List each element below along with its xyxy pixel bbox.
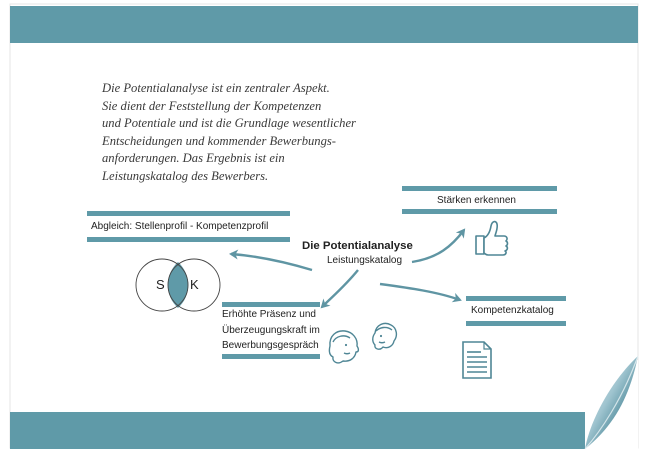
abgleich-line-top: [87, 211, 290, 216]
intro-line: anforderungen. Das Ergebnis ist ein: [102, 151, 285, 166]
center-subtitle: Leistungskatalog: [327, 255, 403, 266]
intro-line: Sie dient der Feststellung der Kompetenzen: [102, 98, 322, 113]
document-icon: [463, 342, 491, 378]
intro-line: Die Potentialanalyse ist ein zentraler Aspekt.: [102, 81, 330, 95]
staerken-line-bottom: [402, 209, 557, 214]
intro-text: [102, 80, 392, 186]
katalog-label: Kompetenzkatalog: [471, 305, 554, 316]
center-title: Die Potentialanalyse: [302, 240, 413, 252]
staerken-label: Stärken erkennen: [437, 195, 516, 206]
intro-line: Leistungskatalog des Bewerbers.: [102, 168, 269, 183]
abgleich-line-bottom: [87, 237, 290, 242]
praesenz-line: Überzeugungskraft im: [222, 324, 320, 336]
venn-letter-s: S: [156, 277, 165, 292]
praesenz-label: [222, 307, 320, 354]
intro-line: und Potentiale und ist die Grundlage wesentlicher: [102, 116, 356, 131]
praesenz-line: Bewerbungsgespräch: [222, 340, 319, 351]
abgleich-label: Abgleich: Stellenprofil - Kompetenzprofil: [91, 221, 269, 232]
katalog-line-top: [466, 296, 566, 301]
praesenz-line-bottom: [222, 354, 320, 359]
venn-letter-k: K: [190, 277, 199, 292]
bottom-band: [10, 412, 585, 449]
top-band: [10, 6, 638, 43]
katalog-line-bottom: [466, 321, 566, 326]
praesenz-line: Erhöhte Präsenz und: [222, 309, 316, 320]
intro-line: Entscheidungen und kommender Bewerbungs-: [102, 133, 336, 148]
staerken-line-top: [402, 186, 557, 191]
